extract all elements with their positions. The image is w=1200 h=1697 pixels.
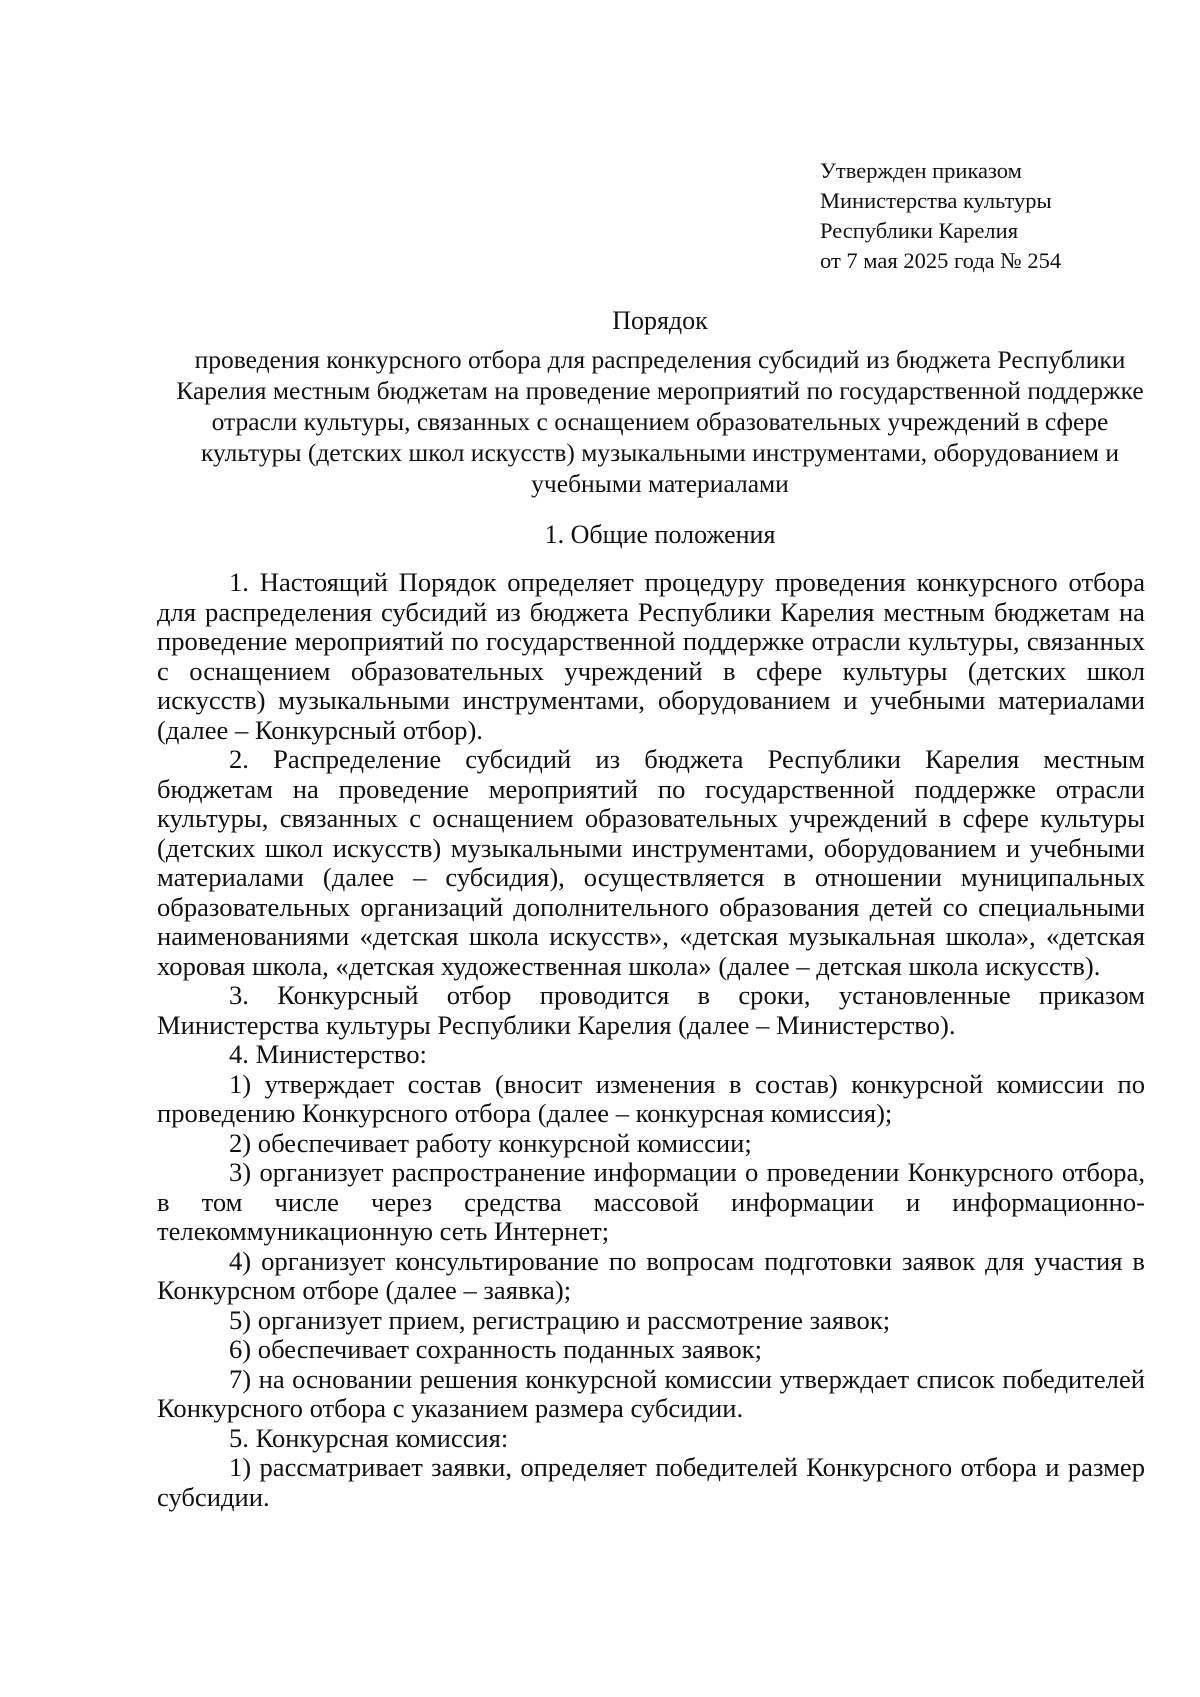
paragraph: 1. Настоящий Порядок определяет процедуру проведения конкурсного отбора для распределения субсидий из бюджета Республики Карелия местным бюджетам на проведение мероприятий по государственной поддержке отрасли культуры, связанных с оснащением образовательных учреждений в сфере культуры (детских школ искусств) музыкальными инструментами, оборудованием и учебными материалами (далее – Конкурсный отбор). <box>157 567 1145 745</box>
paragraph: 3. Конкурсный отбор проводится в сроки, установленные приказом Министерства культуры Республики Карелия (далее – Министерство). <box>157 980 1145 1040</box>
list-item: 1) рассматривает заявки, определяет победителей Конкурсного отбора и размер субсидии. <box>157 1452 1145 1512</box>
document-title-block <box>160 305 1160 499</box>
approval-line-2: Министерства культуры <box>820 188 1052 213</box>
list-item: 3) организует распространение информации о проведении Конкурсного отбора, в том числе через средства массовой информации и информационно-телекоммуникационную сеть Интернет; <box>157 1157 1145 1246</box>
list-item: 6) обеспечивает сохранность поданных заявок; <box>229 1334 762 1364</box>
approval-line-4: от 7 мая 2025 года № 254 <box>820 248 1062 273</box>
paragraph: 2. Распределение субсидий из бюджета Республики Карелия местным бюджетам на проведение мероприятий по государственной поддержке отрасли культуры, связанных с оснащением образовательных учреждений в сфере культуры (детских школ искусств) музыкальными инструментами, оборудованием и учебными материалами (далее – субсидия), осуществляется в отношении муниципальных образовательных организаций дополнительного образования детей со специальными наименованиями «детская школа искусств», «детская музыкальная школа», «детская хоровая школа, «детская художественная школа» (далее – детская школа искусств). <box>157 744 1145 981</box>
list-item: 7) на основании решения конкурсной комиссии утверждает список победителей Конкурсного отбора с указанием размера субсидии. <box>157 1363 1145 1423</box>
list-item: 5) организует прием, регистрацию и рассмотрение заявок; <box>229 1304 891 1335</box>
approval-line-3: Республики Карелия <box>820 218 1019 243</box>
section-heading: 1. Общие положения <box>544 520 776 549</box>
document-subtitle: проведения конкурсного отбора для распределения субсидий из бюджета Республики Карелия местным бюджетам на проведение мероприятий по государственной поддержке отрасли культуры, связанных с оснащением образовательных учреждений в сфере культуры (детских школ искусств) музыкальными инструментами, оборудованием и учебными материалами <box>176 345 1144 498</box>
list-item: 2) обеспечивает работу конкурсной комиссии; <box>229 1127 752 1158</box>
paragraph: 5. Конкурсная комиссия: <box>229 1422 509 1453</box>
approval-line-1: Утвержден приказом <box>820 158 1022 183</box>
list-item: 1) утверждает состав (вносит изменения в состав) конкурсной комиссии по проведению Конкурсного отбора (далее – конкурсная комиссия); <box>157 1068 1145 1128</box>
document-body <box>157 568 1145 1512</box>
document-title: Порядок <box>612 306 708 335</box>
paragraph: 4. Министерство: <box>229 1039 427 1069</box>
approval-stamp <box>820 156 1061 276</box>
list-item: 4) организует консультирование по вопросам подготовки заявок для участия в Конкурсном отборе (далее – заявка); <box>157 1245 1145 1305</box>
